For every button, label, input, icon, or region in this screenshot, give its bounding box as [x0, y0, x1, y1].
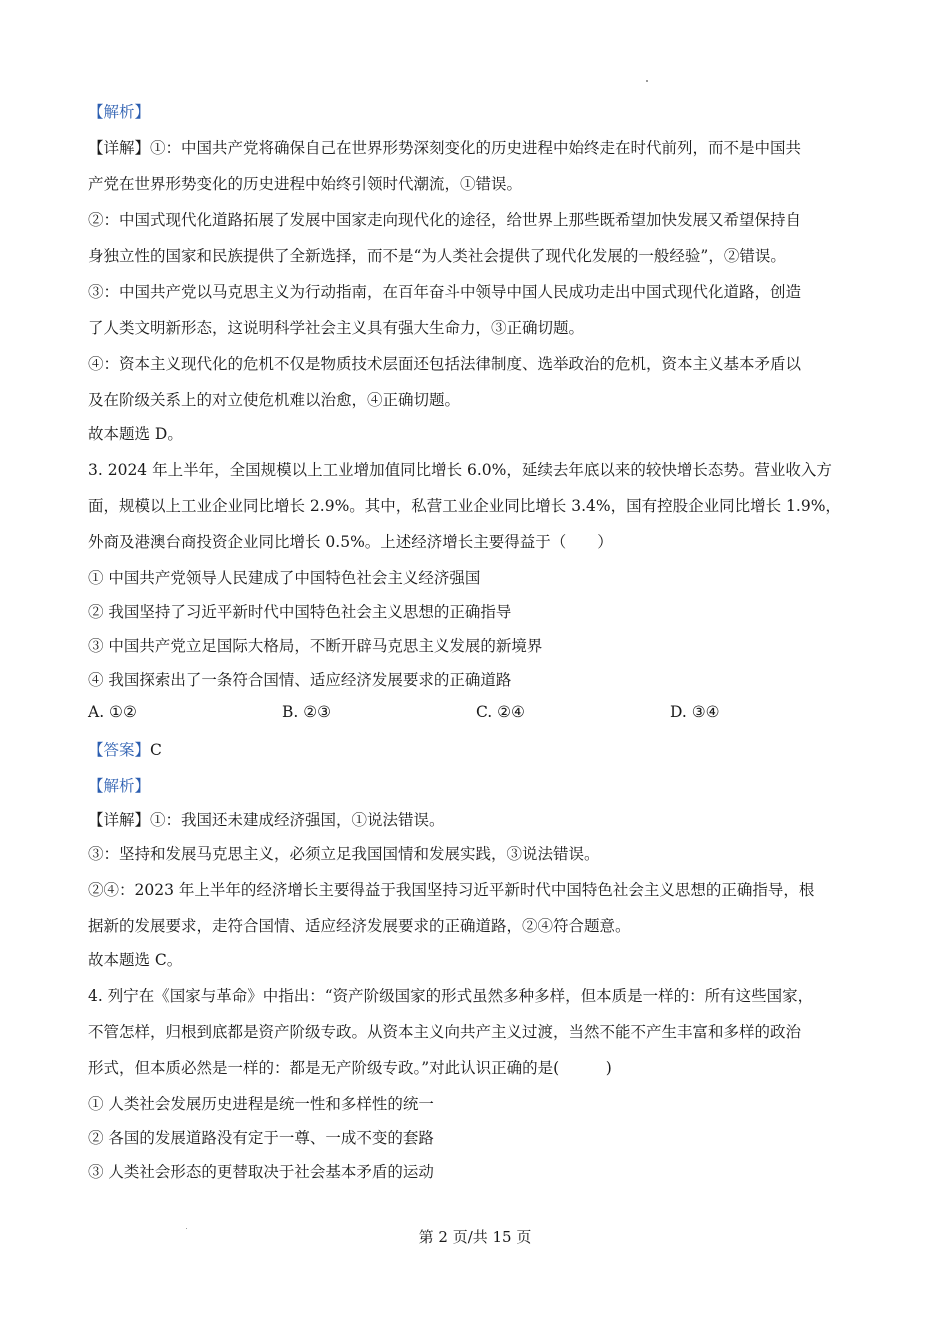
q2-detail-tag: 【详解】: [88, 139, 151, 157]
q2-conclusion: 故本题选 D。: [88, 425, 183, 443]
q3-stem-l3: 外商及港澳台商投资企业同比增长 0.5%。上述经济增长主要得益于（ ）: [88, 533, 613, 551]
scan-dot: [646, 80, 648, 82]
q3-option-a: A. ①②: [88, 703, 137, 721]
q3-stem-l2: 面，规模以上工业企业同比增长 2.9%。其中，私营工业企业同比增长 3.4%，国有控股企业同比增长 1.9%，: [88, 497, 841, 515]
q3-detail-p3-l1: ②④：2023 年上半年的经济增长主要得益于我国坚持习近平新时代中国特色社会主义思想的正确指导，根: [88, 881, 815, 899]
q2-analysis-tag: 【解析】: [88, 103, 151, 121]
q2-detail-p4-l2: 及在阶级关系上的对立使危机难以治愈，④正确切题。: [88, 391, 461, 409]
q2-detail-p2-l1: ②：中国式现代化道路拓展了发展中国家走向现代化的途径，给世界上那些既希望加快发展又希望保持自: [88, 211, 802, 229]
q2-detail-p3-l2: 了人类文明新形态，这说明科学社会主义具有强大生命力，③正确切题。: [88, 319, 585, 337]
q3-answer-tag: 【答案】: [88, 741, 151, 759]
q4-stem-l2: 不管怎样，归根到底都是资产阶级专政。从资本主义向共产主义过渡，当然不能不产生丰富和多样的政治: [88, 1023, 802, 1041]
q3-analysis-tag: 【解析】: [88, 777, 151, 795]
q4-stem-l1: 4. 列宁在《国家与革命》中指出：“资产阶级国家的形式虽然多种多样，但本质是一样的：所有这些国家，: [88, 987, 814, 1005]
q2-detail-p2-l2: 身独立性的国家和民族提供了全新选择，而不是“为人类社会提供了现代化发展的一般经验”，②错误。: [88, 247, 786, 265]
q3-detail-tag: 【详解】: [88, 811, 151, 829]
q3-detail-p1: ①：我国还未建成经济强国，①说法错误。: [150, 811, 445, 829]
q4-item-3: ③ 人类社会形态的更替取决于社会基本矛盾的运动: [88, 1163, 434, 1181]
q4-item-1: ① 人类社会发展历史进程是统一性和多样性的统一: [88, 1095, 434, 1113]
q3-option-c: C. ②④: [476, 703, 525, 721]
q3-item-4: ④ 我国探索出了一条符合国情、适应经济发展要求的正确道路: [88, 671, 512, 689]
q3-answer-value: C: [150, 741, 162, 759]
q3-detail-p3-l2: 据新的发展要求，走符合国情、适应经济发展要求的正确道路，②④符合题意。: [88, 917, 631, 935]
q2-detail-p4-l1: ④：资本主义现代化的危机不仅是物质技术层面还包括法律制度、选举政治的危机，资本主义基本矛盾以: [88, 355, 802, 373]
q3-conclusion: 故本题选 C。: [88, 951, 183, 969]
q3-stem-l1: 3. 2024 年上半年，全国规模以上工业增加值同比增长 6.0%，延续去年底以来的较快增长态势。营业收入方: [88, 461, 832, 479]
q3-options: [88, 703, 808, 725]
q3-option-b: B. ②③: [282, 703, 332, 721]
q3-answer-line: [88, 740, 162, 760]
q2-detail-p1-l2: 产党在世界形势变化的历史进程中始终引领时代潮流，①错误。: [88, 175, 523, 193]
q3-item-3: ③ 中国共产党立足国际大格局，不断开辟马克思主义发展的新境界: [88, 637, 543, 655]
q4-item-2: ② 各国的发展道路没有定于一尊、一成不变的套路: [88, 1129, 434, 1147]
q3-detail-p2: ③：坚持和发展马克思主义，必须立足我国国情和发展实践，③说法错误。: [88, 845, 600, 863]
q2-detail-p3-l1: ③：中国共产党以马克思主义为行动指南，在百年奋斗中领导中国人民成功走出中国式现代化道路，创造: [88, 283, 802, 301]
q3-item-2: ② 我国坚持了习近平新时代中国特色社会主义思想的正确指导: [88, 603, 512, 621]
q3-item-1: ① 中国共产党领导人民建成了中国特色社会主义经济强国: [88, 569, 481, 587]
q3-option-d: D. ③④: [670, 703, 720, 721]
q2-detail-p1-l1: ①：中国共产党将确保自己在世界形势深刻变化的历史进程中始终走在时代前列，而不是中国共: [150, 139, 802, 157]
page-footer: 第 2 页/共 15 页: [418, 1228, 532, 1246]
q2-detail-line: [88, 138, 801, 158]
q4-stem-l3: 形式，但本质必然是一样的：都是无产阶级专政。”对此认识正确的是( ): [88, 1059, 612, 1077]
q3-detail-line: [88, 810, 445, 830]
